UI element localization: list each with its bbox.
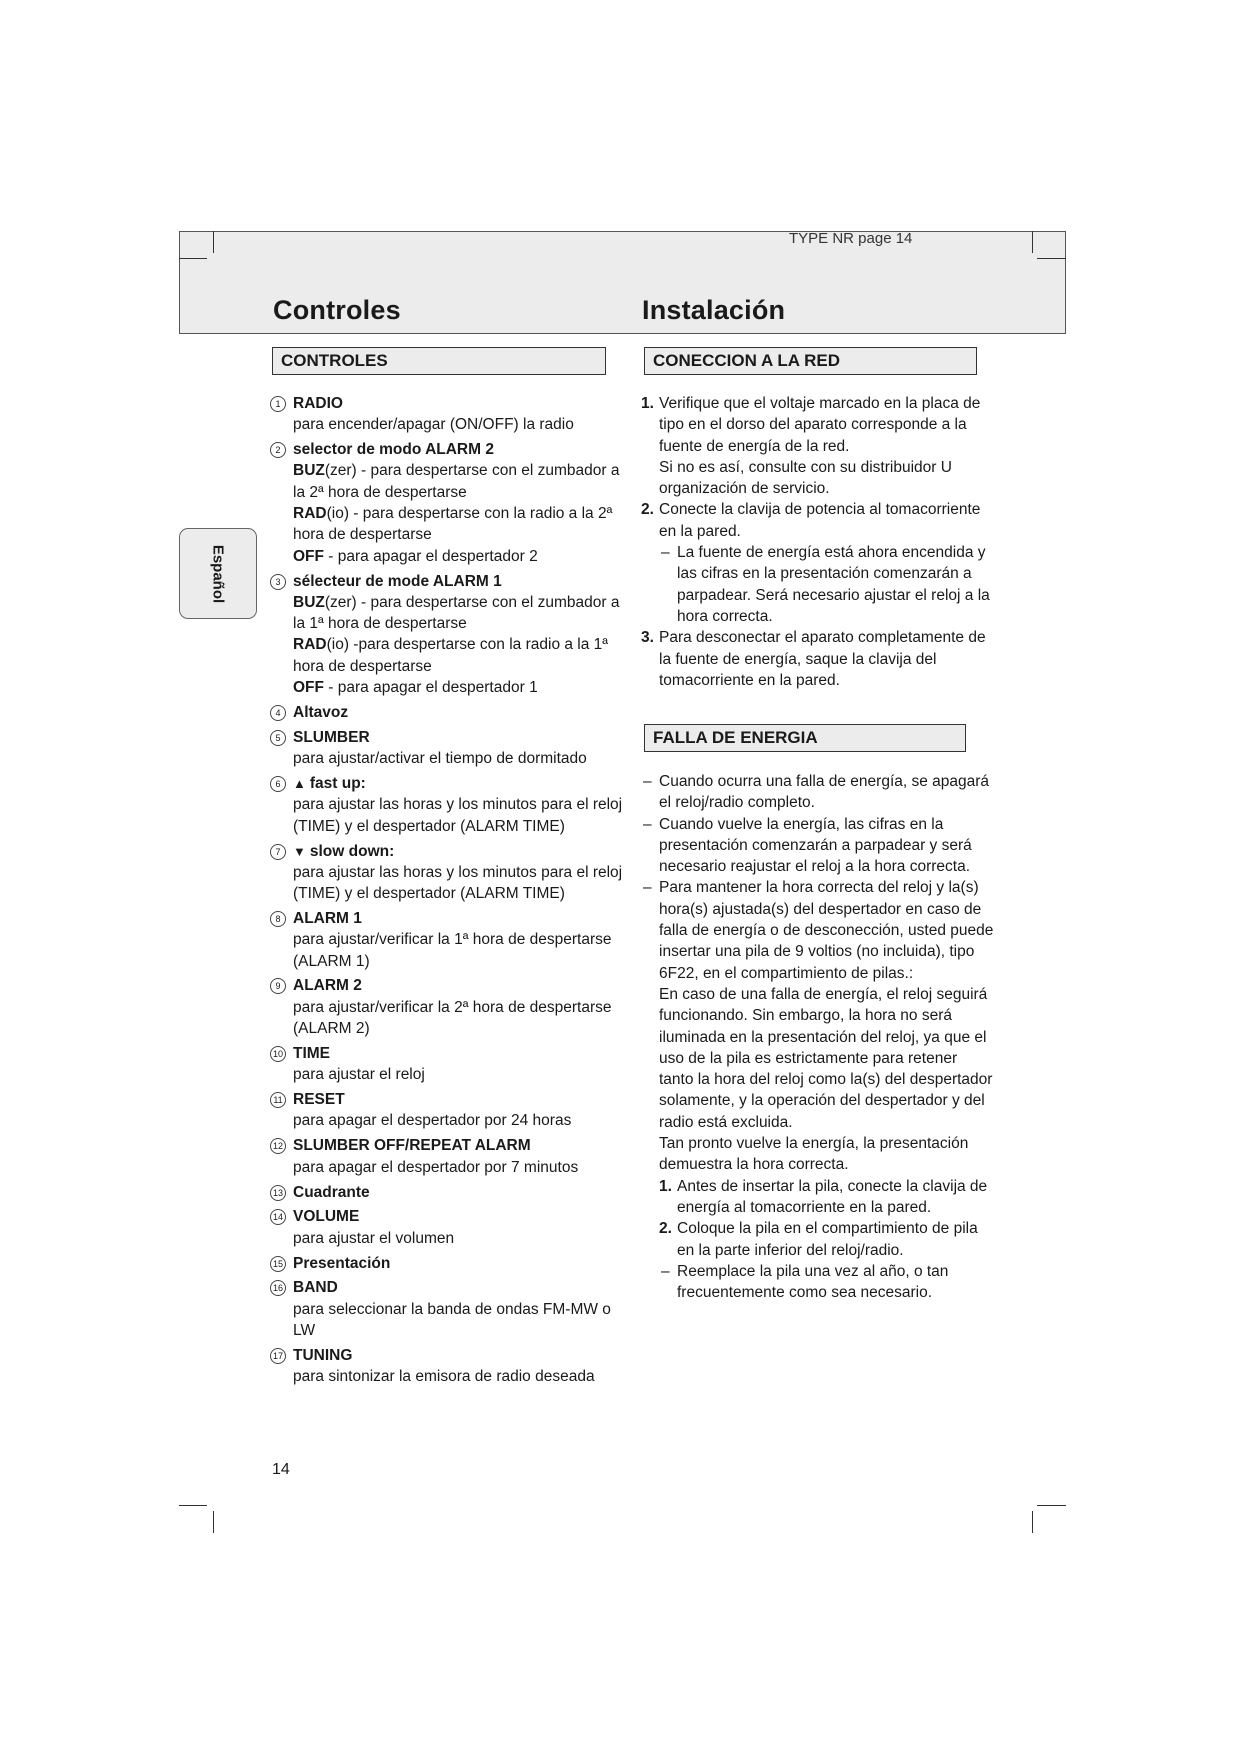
section-header-power-failure: FALLA DE ENERGIA: [644, 724, 966, 752]
control-desc: para seleccionar la banda de ondas FM-MW o LW: [293, 1300, 611, 1340]
mains-step: [641, 393, 994, 499]
control-title: slow down:: [309, 842, 395, 860]
step-dash-note: – La fuente de energía está ahora encendida y las cifras en la presentación comenzarán a parpadear. Será necesario ajustar el reloj a la hora correcta.: [661, 544, 990, 625]
controls-list: [270, 393, 630, 1391]
control-item: [270, 1089, 630, 1132]
step-text: Conecte la clavija de potencia al tomacorriente en la pared.: [659, 501, 981, 540]
control-title: BAND: [293, 1279, 338, 1297]
control-item: [270, 1253, 630, 1274]
control-item: [270, 1206, 630, 1249]
page-title-controles: Controles: [273, 295, 401, 325]
control-desc: para ajustar/verificar la 2ª hora de despertarse (ALARM 2): [293, 998, 612, 1038]
paragraph: En caso de una falla de energía, el reloj seguirá funcionando. Sin embargo, la hora no será iluminada en la presentación del reloj, ya que el uso de la pila es estrictamente para retener tanto la hora del reloj como la(s) del despertador solamente, y la operación del despertador y del radio está excluida.: [659, 985, 993, 1131]
control-item: [270, 841, 630, 905]
control-desc: para ajustar las horas y los minutos para el reloj (TIME) y el despertador (ALARM TIME): [293, 863, 623, 903]
paragraph: Tan pronto vuelve la energía, la presentación demuestra la hora correcta.: [659, 1135, 969, 1174]
section-header-mains: CONECCION A LA RED: [644, 347, 977, 375]
step-text: Verifique que el voltaje marcado en la placa de tipo en el dorso del aparato corresponde a la fuente de energía de la red.: [659, 395, 981, 455]
control-desc: para apagar el despertador por 7 minutos: [293, 1158, 579, 1176]
control-item: [270, 571, 630, 699]
control-desc: para apagar el despertador por 24 horas: [293, 1112, 572, 1130]
control-desc: para ajustar las horas y los minutos para el reloj (TIME) y el despertador (ALARM TIME): [293, 796, 623, 835]
control-title: Presentación: [293, 1254, 391, 1272]
control-item: [270, 975, 630, 1039]
control-title: SLUMBER OFF/REPEAT ALARM: [293, 1137, 531, 1155]
control-item: [270, 1043, 630, 1086]
crop-mark-tr-v: [1032, 231, 1033, 253]
control-desc: para ajustar el volumen: [293, 1229, 455, 1247]
step-number: 1.: [641, 395, 654, 412]
control-title: fast up:: [309, 775, 366, 793]
circled-number: 16: [270, 1280, 286, 1296]
circled-number: 1: [270, 396, 286, 412]
crop-mark-br-h: [1037, 1505, 1066, 1506]
control-desc: para encender/apagar (ON/OFF) la radio: [293, 416, 574, 434]
mains-step: [641, 499, 994, 627]
control-desc: para ajustar/verificar la 1ª hora de despertarse (ALARM 1): [293, 931, 612, 970]
language-tab-label: Español: [209, 544, 227, 603]
control-title: Altavoz: [293, 703, 349, 721]
crop-mark-tr-h: [1037, 258, 1066, 259]
control-title: VOLUME: [293, 1208, 360, 1226]
step-number: 3.: [641, 629, 654, 647]
circled-number: 6: [270, 776, 286, 792]
circled-number: 15: [270, 1256, 286, 1272]
down-arrow-icon: ▼: [293, 843, 306, 859]
control-item: [270, 773, 630, 837]
bullet-item: – Cuando ocurra una falla de energía, se apagará el reloj/radio completo.: [643, 773, 990, 812]
circled-number: 9: [270, 978, 286, 994]
control-desc: para ajustar/activar el tiempo de dormitado: [293, 750, 587, 768]
step-extra: Si no es así, consulte con su distribuidor U organización de servicio.: [659, 458, 952, 498]
control-item: [270, 1277, 630, 1341]
power-failure-body: [641, 771, 994, 1303]
control-item: [270, 393, 630, 436]
control-desc: RAD(io) - para despertarse con la radio a la 2ª hora de despertarse: [293, 505, 613, 544]
circled-number: 11: [270, 1092, 286, 1108]
control-desc: BUZ(zer) - para despertarse con el zumbador a la 2ª hora de despertarse: [293, 462, 620, 501]
control-title: TUNING: [293, 1346, 353, 1364]
section-header-controles: CONTROLES: [272, 347, 606, 375]
control-title: RESET: [293, 1091, 345, 1109]
crop-mark-tl-v: [213, 231, 214, 253]
circled-number: 5: [270, 730, 286, 746]
circled-number: 2: [270, 442, 286, 458]
control-title: ALARM 1: [293, 909, 362, 927]
crop-mark-bl-h: [179, 1505, 207, 1506]
control-item: [270, 1135, 630, 1178]
page-number: 14: [272, 1461, 290, 1478]
step-text: Para desconectar el aparato completamente de la fuente de energía, saque la clavija del tomacorriente en la pared.: [659, 629, 986, 689]
control-title: ALARM 2: [293, 977, 362, 995]
mains-step: [641, 627, 994, 691]
battery-step: 1. Antes de insertar la pila, conecte la clavija de energía al tomacorriente en la pared.: [659, 1177, 988, 1216]
circled-number: 13: [270, 1185, 286, 1201]
control-desc: BUZ(zer) - para despertarse con el zumbador a la 1ª hora de despertarse: [293, 593, 620, 633]
control-item: [270, 727, 630, 770]
control-desc: para sintonizar la emisora de radio deseada: [293, 1368, 595, 1386]
up-arrow-icon: ▲: [293, 776, 306, 792]
control-desc: OFF - para apagar el despertador 2: [293, 547, 538, 565]
control-desc: para ajustar el reloj: [293, 1066, 425, 1084]
bullet-item: – Para mantener la hora correcta del reloj y la(s) hora(s) ajustada(s) del despertador en caso de falla de energía o de desconección, usted puede insertar una pila de 9 voltios (no incluida), tipo 6F22, en el compartimiento de pilas.: En caso de una falla de energía, el reloj seguirá funcionando. Sin embargo, la hora no será iluminada en la presentación del reloj, ya que el uso de la pila es estrictamente para retener tanto la hora del reloj como la(s) del despertador solamente, y la operación del despertador y del radio está excluida. Tan pronto vuelve la energía, la presentación demuestra la hora correcta. 1. Antes de insertar la pila, conecte la clavija de energía al tomacorriente en la pared. 2. Coloque la pila en el compartimiento de pila en la parte inferior del reloj/radio. – Reemplace la pila una vez al año, o tan frecuentemente como sea necesario.: [641, 877, 994, 1303]
crop-mark-bl-v: [213, 1511, 214, 1533]
control-title: selector de modo ALARM 2: [293, 441, 494, 459]
battery-step: 2. Coloque la pila en el compartimiento de pila en la parte inferior del reloj/radio.: [659, 1220, 978, 1259]
circled-number: 14: [270, 1209, 286, 1225]
circled-number: 7: [270, 844, 286, 860]
control-title: Cuadrante: [293, 1183, 370, 1201]
mains-steps: [641, 393, 994, 691]
bullet-item: – Cuando vuelve la energía, las cifras en la presentación comenzarán a parpadear y será necesario reajustar el reloj a la hora correcta.: [643, 815, 972, 876]
type-nr-label: TYPE NR page 14: [789, 230, 913, 247]
control-title: TIME: [293, 1044, 331, 1062]
crop-mark-tl-h: [179, 258, 207, 259]
step-number: 2.: [641, 501, 654, 519]
circled-number: 12: [270, 1138, 286, 1154]
control-item: [270, 908, 630, 972]
circled-number: 8: [270, 911, 286, 927]
control-title: sélecteur de mode ALARM 1: [293, 572, 502, 590]
control-desc: RAD(io) -para despertarse con la radio a la 1ª hora de despertarse: [293, 636, 609, 675]
page-title-instalacion: Instalación: [642, 295, 786, 325]
control-item: [270, 439, 630, 567]
control-title: RADIO: [293, 395, 343, 412]
language-tab: [179, 528, 257, 619]
circled-number: 17: [270, 1348, 286, 1364]
control-item: [270, 1182, 630, 1203]
control-desc: OFF - para apagar el despertador 1: [293, 679, 538, 697]
crop-mark-br-v: [1032, 1511, 1033, 1533]
circled-number: 4: [270, 705, 286, 721]
circled-number: 10: [270, 1046, 286, 1062]
control-title: SLUMBER: [293, 728, 370, 746]
control-item: [270, 702, 630, 723]
control-item: [270, 1345, 630, 1388]
circled-number: 3: [270, 574, 286, 590]
battery-dash-note: – Reemplace la pila una vez al año, o tan frecuentemente como sea necesario.: [661, 1262, 949, 1302]
